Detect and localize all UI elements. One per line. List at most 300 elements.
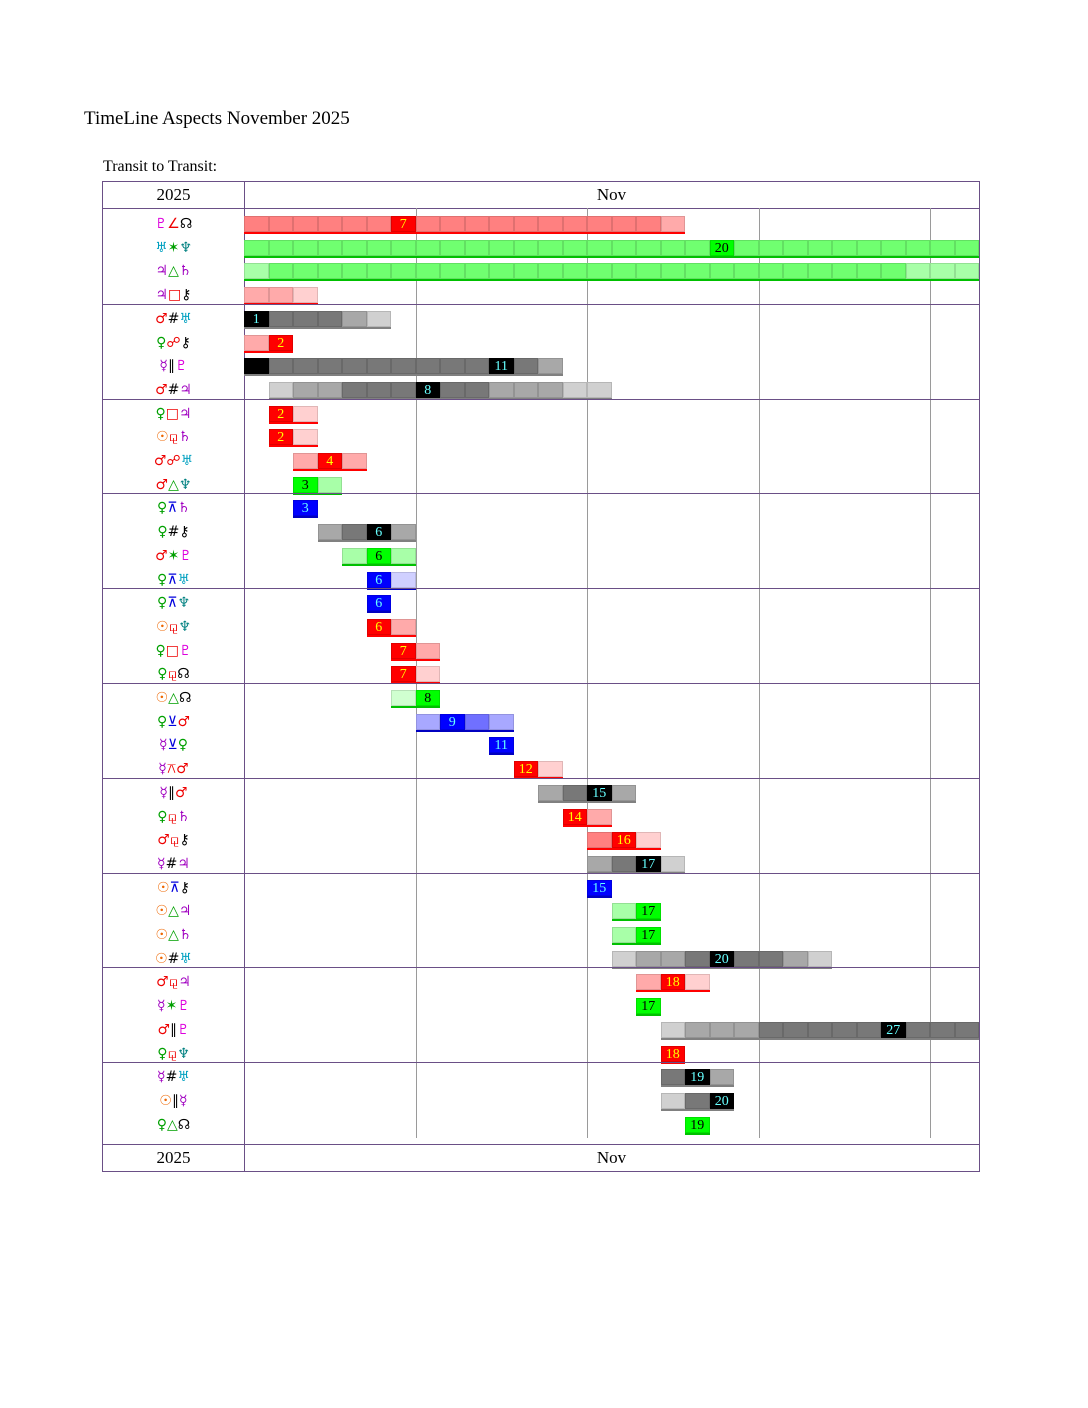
planet-glyph: ☉ (155, 950, 168, 967)
section-label: Transit to Transit: (103, 158, 218, 175)
day-cell (293, 263, 318, 279)
planet-glyph: ♆ (177, 595, 191, 612)
aspect-label (103, 1065, 244, 1089)
day-cell (391, 690, 416, 706)
day-cell (734, 1022, 759, 1038)
aspect-bar (293, 453, 367, 471)
planet-glyph: ♀ (156, 334, 167, 351)
planet-glyph: ♃ (177, 855, 190, 872)
planet-glyph: ☉ (155, 927, 169, 943)
aspect-bar (612, 951, 833, 969)
day-cell (759, 240, 784, 256)
day-cell (538, 761, 563, 777)
day-cell (612, 927, 637, 943)
aspect-label (103, 828, 244, 852)
day-cell (857, 240, 882, 256)
day-cell (587, 832, 612, 848)
day-cell (440, 263, 465, 279)
peak-day-label: 3 (293, 477, 318, 493)
aspect-glyph: ✶ (167, 239, 180, 256)
aspect-label (103, 923, 244, 947)
aspect-glyph: △ (167, 1116, 178, 1133)
day-cell (465, 263, 490, 279)
day-cell (416, 240, 441, 256)
day-cell (734, 951, 759, 967)
peak-day-label: 18 (661, 974, 686, 990)
day-cell (808, 951, 833, 967)
planet-glyph: ♀ (156, 500, 168, 517)
planet-glyph: ♀ (156, 571, 168, 588)
day-cell (930, 1022, 955, 1038)
day-cell (538, 216, 563, 232)
day-cell (342, 240, 367, 256)
peak-day-label: 17 (636, 856, 661, 872)
aspect-bar (293, 500, 318, 518)
day-cell (563, 263, 588, 279)
day-cell (661, 216, 686, 232)
aspect-bar (269, 429, 318, 447)
aspect-label (103, 307, 244, 331)
aspect-bar (244, 287, 318, 305)
day-cell (930, 263, 955, 279)
day-cell (759, 263, 784, 279)
label-column-divider (244, 182, 245, 1171)
day-cell (367, 240, 392, 256)
planet-glyph: ♂ (176, 761, 189, 778)
aspect-bar (587, 832, 661, 850)
planet-glyph: ♅ (177, 571, 191, 588)
day-cell (661, 951, 686, 967)
group-divider (103, 778, 979, 779)
planet-glyph: ♀ (155, 405, 166, 422)
day-cell (612, 240, 637, 256)
aspect-bar (269, 382, 612, 400)
planet-glyph: ♂ (157, 1021, 170, 1038)
aspect-bar (587, 856, 685, 874)
day-cell (244, 240, 269, 256)
day-cell (538, 785, 563, 801)
day-cell (465, 216, 490, 232)
day-cell (244, 263, 269, 279)
aspect-bar (244, 263, 979, 281)
peak-day-label: 20 (710, 240, 735, 256)
peak-day-label: 15 (587, 785, 612, 801)
planet-glyph: ♄ (178, 429, 191, 446)
aspect-glyph: ⚻ (166, 761, 177, 778)
aspect-bar (612, 903, 661, 921)
day-cell (318, 358, 343, 374)
planet-glyph: ♅ (177, 1069, 190, 1086)
aspect-label (103, 876, 244, 900)
peak-day-label: 11 (489, 737, 514, 753)
day-cell (391, 548, 416, 564)
aspect-label (103, 544, 244, 568)
aspect-glyph: ⚼ (167, 808, 178, 825)
peak-day-label: 15 (587, 880, 612, 896)
day-cell (342, 453, 367, 469)
planet-glyph: ☉ (155, 690, 169, 706)
peak-day-label: 12 (514, 761, 539, 777)
day-cell (318, 216, 343, 232)
day-cell (881, 240, 906, 256)
week-gridline (930, 208, 931, 1138)
day-cell (808, 263, 833, 279)
day-cell (367, 216, 392, 232)
aspect-glyph: # (167, 381, 180, 398)
day-cell (416, 216, 441, 232)
aspect-glyph: □ (165, 642, 179, 659)
aspect-glyph: ✶ (165, 998, 178, 1015)
aspect-label (103, 686, 244, 710)
day-cell (293, 453, 318, 469)
peak-day-label: 7 (391, 666, 416, 682)
day-cell (342, 358, 367, 374)
peak-day-label: 4 (318, 453, 343, 469)
day-cell (367, 263, 392, 279)
header-year: 2025 (156, 185, 191, 204)
day-cell (416, 714, 441, 730)
aspect-label (103, 520, 244, 544)
day-cell (685, 240, 710, 256)
aspect-glyph: △ (168, 690, 179, 706)
planet-glyph: ♄ (178, 927, 192, 943)
day-cell (514, 358, 539, 374)
day-cell (808, 1022, 833, 1038)
planet-glyph: ♆ (178, 476, 192, 493)
aspect-bar (367, 595, 392, 613)
peak-day-label: 20 (710, 951, 735, 967)
day-cell (489, 714, 514, 730)
week-gridline (587, 208, 588, 1138)
planet-glyph: ☿ (178, 1092, 188, 1109)
day-cell (416, 643, 441, 659)
day-cell (269, 287, 294, 303)
day-cell (391, 572, 416, 588)
aspect-label (103, 1089, 244, 1113)
aspect-bar (244, 311, 391, 329)
peak-day-label: 2 (269, 429, 294, 445)
day-cell (759, 1022, 784, 1038)
day-cell (587, 216, 612, 232)
planet-glyph: ☿ (159, 358, 169, 375)
day-cell (734, 240, 759, 256)
planet-glyph: ♃ (179, 381, 192, 398)
day-cell (465, 382, 490, 398)
group-divider (103, 588, 979, 589)
day-cell (563, 785, 588, 801)
planet-glyph: ☉ (156, 879, 170, 896)
day-cell (514, 240, 539, 256)
day-cell (955, 240, 980, 256)
group-divider (103, 683, 979, 684)
aspect-glyph: ∥ (170, 1021, 177, 1038)
aspect-bar (244, 240, 979, 258)
day-cell (636, 951, 661, 967)
planet-glyph: ☊ (177, 1116, 191, 1133)
planet-glyph: ♀ (156, 1116, 168, 1133)
day-cell (293, 429, 318, 445)
day-cell (955, 1022, 980, 1038)
aspect-glyph: △ (168, 476, 179, 493)
aspect-label (103, 970, 244, 994)
day-cell (661, 1069, 686, 1085)
aspect-label (103, 710, 244, 734)
aspect-glyph: ☍ (166, 453, 181, 469)
aspect-bar (661, 1093, 735, 1111)
day-cell (563, 382, 588, 398)
day-cell (685, 974, 710, 990)
day-cell (612, 263, 637, 279)
group-divider (103, 967, 979, 968)
planet-glyph: ♂ (155, 310, 168, 327)
day-cell (636, 216, 661, 232)
day-cell (269, 382, 294, 398)
day-cell (906, 1022, 931, 1038)
day-cell (318, 524, 343, 540)
aspect-label (103, 1113, 244, 1137)
day-cell (636, 974, 661, 990)
aspect-glyph: ⊻ (167, 713, 178, 730)
day-cell (661, 856, 686, 872)
day-cell (293, 406, 318, 422)
planet-glyph: ☉ (159, 1092, 172, 1109)
planet-glyph: ♄ (178, 263, 192, 280)
aspect-label (103, 496, 244, 520)
day-cell (710, 1022, 735, 1038)
aspect-bar (587, 880, 612, 898)
day-cell (440, 240, 465, 256)
aspect-glyph: □ (168, 287, 182, 304)
aspect-bar (269, 406, 318, 424)
day-cell (661, 1093, 686, 1109)
planet-glyph: ♅ (179, 310, 192, 327)
aspect-glyph: ∠ (167, 216, 180, 232)
aspect-glyph: ☍ (166, 334, 181, 351)
planet-glyph: ☿ (159, 784, 169, 801)
day-cell (538, 358, 563, 374)
day-cell (293, 358, 318, 374)
peak-day-label: 7 (391, 216, 416, 232)
day-cell (489, 382, 514, 398)
planet-glyph: ♇ (179, 547, 192, 564)
planet-glyph: ♃ (178, 974, 191, 991)
aspect-label (103, 1018, 244, 1042)
peak-day-label: 6 (367, 619, 392, 635)
planet-glyph: ☿ (158, 737, 168, 754)
day-cell (489, 216, 514, 232)
planet-glyph: ♂ (177, 713, 191, 730)
timeline-table (102, 181, 980, 1172)
aspect-glyph: ∥ (168, 358, 176, 375)
peak-day-label: 6 (367, 572, 392, 588)
day-cell (391, 382, 416, 398)
planet-glyph: ♃ (178, 903, 192, 920)
peak-day-label: 1 (244, 311, 269, 327)
peak-day-label: 11 (489, 358, 514, 374)
aspect-label (103, 639, 244, 663)
planet-glyph: ♀ (155, 642, 166, 659)
aspect-glyph: # (167, 310, 180, 327)
day-cell (881, 263, 906, 279)
day-cell (710, 263, 735, 279)
day-cell (293, 287, 318, 303)
aspect-bar (367, 572, 416, 590)
day-cell (269, 263, 294, 279)
aspect-glyph: □ (165, 405, 179, 422)
aspect-glyph: ⊻ (167, 737, 178, 754)
day-cell (269, 311, 294, 327)
day-cell (783, 1022, 808, 1038)
aspect-glyph: ∥ (168, 784, 176, 801)
planet-glyph: ♂ (153, 453, 167, 469)
day-cell (244, 358, 269, 374)
peak-day-label: 16 (612, 832, 637, 848)
aspect-label (103, 212, 244, 236)
day-cell (318, 477, 343, 493)
page-title: TimeLine Aspects November 2025 (84, 108, 350, 129)
day-cell (587, 240, 612, 256)
day-cell (832, 240, 857, 256)
day-cell (587, 263, 612, 279)
planet-glyph: ☿ (157, 998, 166, 1015)
planet-glyph: ♂ (156, 974, 169, 991)
day-cell (685, 951, 710, 967)
aspect-bar (367, 619, 416, 637)
aspect-label (103, 449, 244, 473)
day-cell (244, 335, 269, 351)
planet-glyph: ☿ (157, 1069, 166, 1086)
aspect-bar (538, 785, 636, 803)
planet-glyph: ♂ (175, 784, 188, 801)
day-cell (906, 263, 931, 279)
day-cell (440, 216, 465, 232)
aspect-bar (342, 548, 416, 566)
day-cell (832, 263, 857, 279)
aspect-label (103, 331, 244, 355)
day-cell (563, 240, 588, 256)
aspect-glyph: ⚼ (168, 429, 179, 446)
day-cell (391, 524, 416, 540)
aspect-label (103, 354, 244, 378)
peak-day-label: 9 (440, 714, 465, 730)
aspect-bar (636, 974, 710, 992)
day-cell (342, 382, 367, 398)
peak-day-label: 7 (391, 643, 416, 659)
aspect-bar (489, 737, 514, 755)
peak-day-label: 14 (563, 809, 588, 825)
planet-glyph: ⚷ (180, 334, 191, 351)
day-cell (342, 548, 367, 564)
aspect-label (103, 236, 244, 260)
planet-glyph: ☉ (155, 903, 169, 920)
aspect-glyph: ⚼ (169, 832, 180, 849)
day-cell (587, 809, 612, 825)
day-cell (465, 358, 490, 374)
aspect-bar (661, 1022, 980, 1040)
planet-glyph: ♀ (177, 737, 189, 754)
aspect-bar (244, 216, 685, 234)
day-cell (440, 382, 465, 398)
peak-day-label: 3 (293, 500, 318, 516)
day-cell (367, 358, 392, 374)
planet-glyph: ♆ (179, 239, 192, 256)
group-divider (103, 873, 979, 874)
aspect-label (103, 425, 244, 449)
day-cell (710, 1069, 735, 1085)
day-cell (269, 358, 294, 374)
planet-glyph: ♇ (177, 1021, 190, 1038)
day-cell (685, 1022, 710, 1038)
group-divider (103, 304, 979, 305)
aspect-bar (244, 358, 563, 376)
day-cell (318, 240, 343, 256)
group-divider (103, 1062, 979, 1063)
week-gridline (759, 208, 760, 1138)
aspect-glyph: # (165, 1069, 178, 1086)
header-divider (103, 208, 979, 209)
aspect-bar (563, 809, 612, 827)
day-cell (612, 856, 637, 872)
peak-day-label: 2 (269, 335, 294, 351)
planet-glyph: ♂ (155, 476, 169, 493)
day-cell (489, 263, 514, 279)
group-divider (103, 493, 979, 494)
aspect-glyph: ⚼ (167, 1045, 178, 1062)
day-cell (783, 240, 808, 256)
day-cell (538, 263, 563, 279)
day-cell (955, 263, 980, 279)
planet-glyph: ♀ (157, 1045, 168, 1062)
planet-glyph: ♆ (177, 1045, 190, 1062)
planet-glyph: ♇ (154, 216, 168, 232)
day-cell (465, 240, 490, 256)
planet-glyph: ♂ (155, 381, 168, 398)
day-cell (293, 382, 318, 398)
day-cell (342, 524, 367, 540)
day-cell (416, 358, 441, 374)
day-cell (587, 382, 612, 398)
planet-glyph: ♇ (175, 358, 188, 375)
peak-day-label: 18 (661, 1046, 686, 1062)
day-cell (832, 1022, 857, 1038)
aspect-label (103, 733, 244, 757)
day-cell (538, 240, 563, 256)
day-cell (685, 263, 710, 279)
day-cell (661, 1022, 686, 1038)
planet-glyph: ⚷ (179, 524, 190, 541)
day-cell (244, 287, 269, 303)
day-cell (391, 358, 416, 374)
aspect-glyph: ⊼ (167, 595, 178, 612)
day-cell (906, 240, 931, 256)
planet-glyph: ♄ (177, 808, 190, 825)
peak-day-label: 8 (416, 690, 441, 706)
day-cell (514, 263, 539, 279)
peak-day-label: 17 (636, 927, 661, 943)
aspect-glyph: # (165, 855, 178, 872)
day-cell (318, 311, 343, 327)
day-cell (367, 311, 392, 327)
aspect-glyph: △ (168, 903, 179, 920)
aspect-glyph: # (167, 524, 180, 541)
footer-divider (103, 1144, 979, 1145)
day-cell (514, 382, 539, 398)
day-cell (857, 263, 882, 279)
planet-glyph: ⚷ (179, 879, 191, 896)
peak-day-label: 17 (636, 998, 661, 1014)
day-cell (734, 263, 759, 279)
day-cell (661, 240, 686, 256)
